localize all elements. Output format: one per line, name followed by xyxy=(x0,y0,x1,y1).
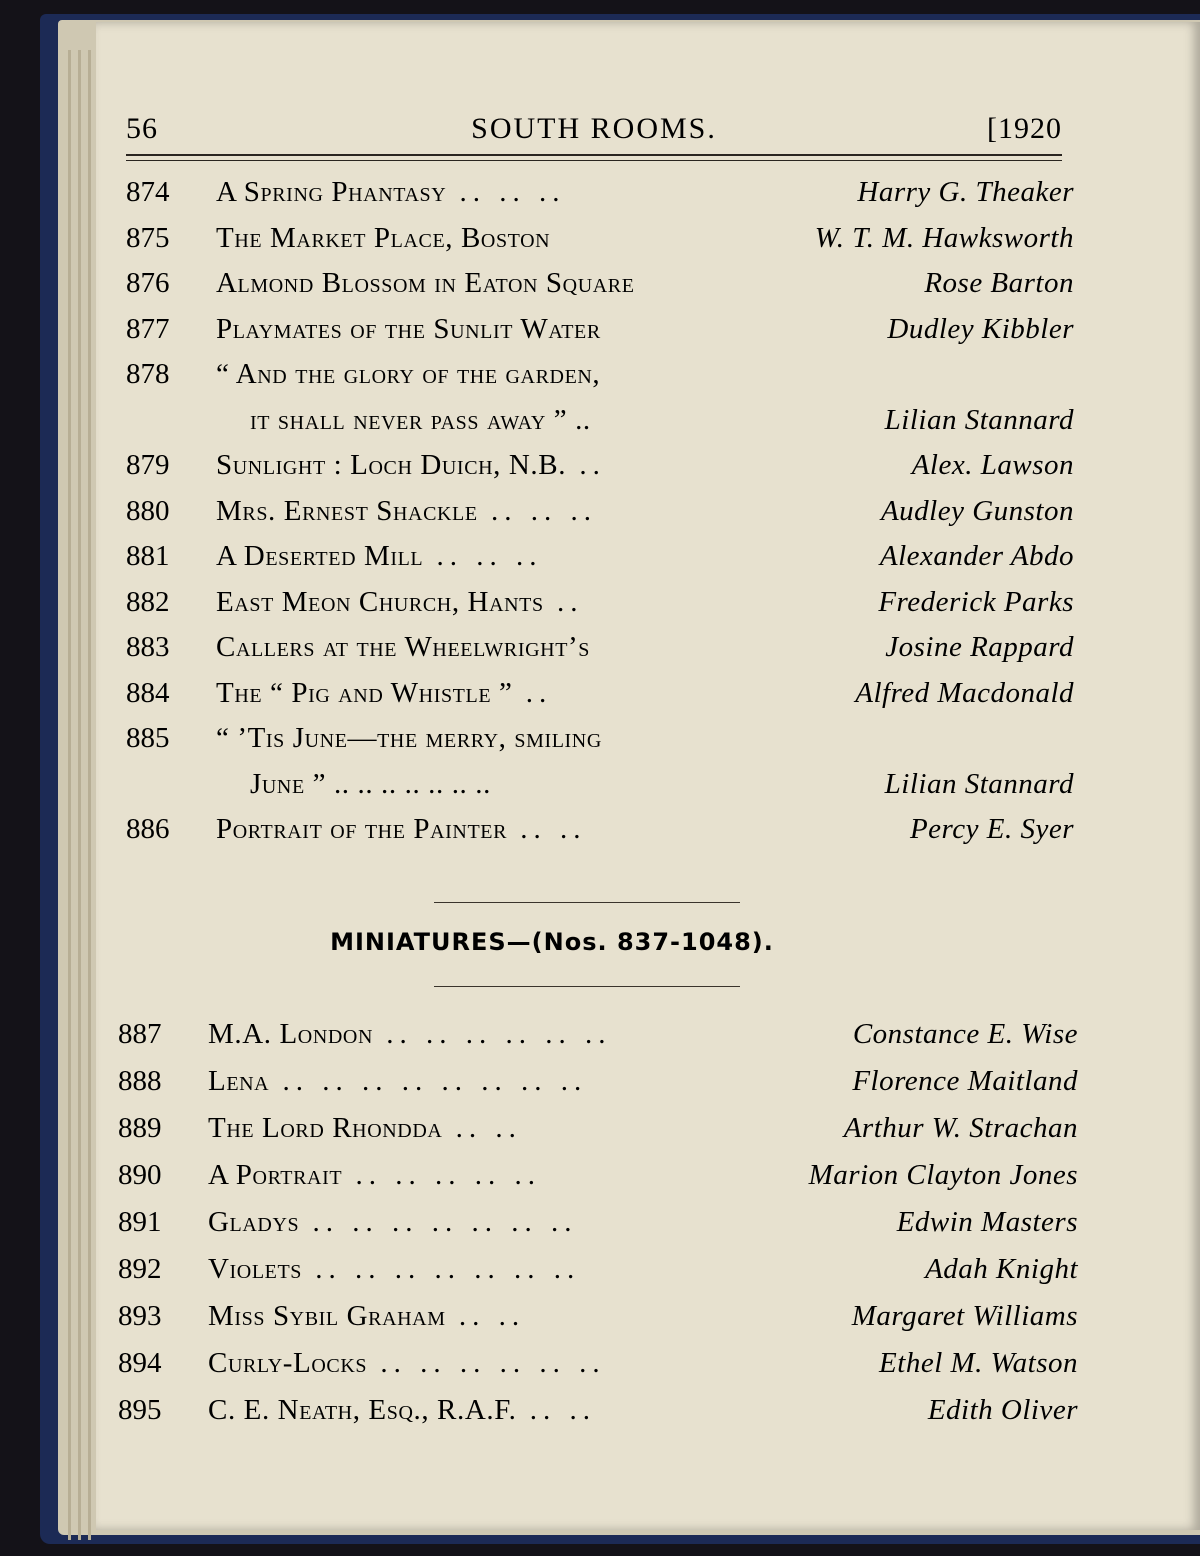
list-item xyxy=(118,1386,1078,1433)
entry-title-text: Gladys xyxy=(208,1206,300,1238)
catalogue-number: 885 xyxy=(126,722,170,754)
entry-title-text: Mrs. Ernest Shackle xyxy=(216,494,478,527)
entry-title xyxy=(208,1394,596,1427)
entry-title-text: Portrait of the Painter xyxy=(216,813,508,845)
entry-title-continued: June ” .. .. .. .. .. .. .. xyxy=(250,768,491,800)
section-rule xyxy=(434,986,740,987)
entry-title-text: Miss Sybil Graham xyxy=(208,1300,446,1332)
list-item xyxy=(126,714,1074,805)
entry-title xyxy=(216,677,552,710)
entry-title xyxy=(208,1018,612,1051)
list-item xyxy=(126,214,1074,260)
list-item xyxy=(126,350,1074,441)
entry-title-text: Curly-Locks xyxy=(208,1347,368,1379)
catalogue-number: 886 xyxy=(126,813,170,845)
list-item xyxy=(118,1104,1078,1151)
list-item xyxy=(118,1010,1078,1057)
catalogue-number: 877 xyxy=(126,312,170,345)
catalogue-number: 878 xyxy=(126,358,170,390)
artist-name: W. T. M. Hawksworth xyxy=(814,221,1074,254)
artist-name: Margaret Williams xyxy=(851,1300,1078,1332)
catalogue-number: 891 xyxy=(118,1206,162,1238)
entry-title-continued: it shall never pass away ” .. xyxy=(250,404,591,436)
artist-name: Alexander Abdo xyxy=(879,540,1074,572)
list-item xyxy=(118,1339,1078,1386)
entry-title xyxy=(216,449,606,482)
artist-name: Audley Gunston xyxy=(880,494,1074,527)
list-item xyxy=(126,487,1074,533)
entry-title-text: Playmates of the Sunlit Water xyxy=(216,312,601,345)
list-item xyxy=(126,259,1074,305)
entries-list xyxy=(126,168,1074,851)
list-item xyxy=(118,1245,1078,1292)
artist-name: Adah Knight xyxy=(925,1253,1078,1285)
artist-name: Rose Barton xyxy=(924,267,1074,299)
entry-title xyxy=(208,1347,606,1380)
list-item xyxy=(126,578,1074,624)
entry-title xyxy=(216,540,543,573)
artist-name: Edith Oliver xyxy=(927,1394,1078,1426)
entry-title xyxy=(216,495,597,528)
artist-name: Alex. Lawson xyxy=(911,449,1074,481)
artist-name: Marion Clayton Jones xyxy=(808,1159,1078,1191)
entry-title-text: A Deserted Mill xyxy=(216,540,424,572)
entry-title xyxy=(216,267,635,300)
catalogue-number: 881 xyxy=(126,540,170,572)
leader-dots: .. xyxy=(566,449,606,481)
leader-dots: .. .. .. .. .. .. .. xyxy=(299,1206,578,1238)
page-edge-line xyxy=(78,50,81,1540)
entry-title-text: Sunlight : Loch Duich, N.B. xyxy=(216,449,567,481)
list-item xyxy=(126,623,1074,669)
leader-dots: .. .. .. xyxy=(423,540,543,572)
miniatures-list xyxy=(118,1010,1078,1433)
entry-title-text: Almond Blossom in Eaton Square xyxy=(216,267,635,299)
artist-name: Josine Rappard xyxy=(885,631,1074,663)
entry-title-text: M.A. London xyxy=(208,1018,374,1050)
list-item xyxy=(126,441,1074,487)
catalogue-number: 876 xyxy=(126,267,170,299)
artist-name: Constance E. Wise xyxy=(852,1018,1078,1050)
list-item xyxy=(126,305,1074,351)
entry-title xyxy=(216,631,590,664)
catalogue-number: 893 xyxy=(118,1300,162,1332)
page-number: 56 xyxy=(126,112,158,145)
leader-dots: .. .. xyxy=(442,1112,522,1144)
list-item xyxy=(126,532,1074,578)
page-edge-line xyxy=(68,50,71,1540)
header-rule xyxy=(126,154,1062,156)
page-edge-line xyxy=(88,50,91,1540)
leader-dots: .. .. xyxy=(445,1300,526,1332)
entry-title xyxy=(208,1159,541,1192)
catalogue-number: 887 xyxy=(118,1018,162,1050)
entry-title xyxy=(216,222,550,255)
leader-dots: .. .. .. xyxy=(477,494,597,527)
leader-dots: .. .. .. xyxy=(446,176,566,208)
entry-title: “ ’Tis June—the merry, smiling xyxy=(216,722,602,754)
entry-title-text: East Meon Church, Hants xyxy=(216,585,544,618)
catalogue-number: 874 xyxy=(126,176,170,208)
leader-dots: .. xyxy=(512,676,553,709)
catalogue-number: 889 xyxy=(118,1112,162,1144)
leader-dots: .. .. .. .. .. .. .. .. xyxy=(269,1065,588,1097)
artist-name: Arthur W. Strachan xyxy=(843,1112,1078,1144)
artist-name: Florence Maitland xyxy=(852,1065,1078,1097)
entry-title xyxy=(216,813,587,846)
header-rule xyxy=(126,160,1062,161)
artist-name: Alfred Macdonald xyxy=(855,676,1074,709)
artist-name: Frederick Parks xyxy=(878,585,1074,618)
entry-title xyxy=(216,176,566,209)
catalogue-number: 890 xyxy=(118,1159,162,1191)
entry-title xyxy=(216,313,601,346)
entry-title-text: C. E. Neath, Esq., R.A.F. xyxy=(208,1394,517,1426)
entry-title-text: Violets xyxy=(208,1253,303,1285)
list-item xyxy=(126,805,1074,851)
catalogue-number: 879 xyxy=(126,449,170,481)
entry-title xyxy=(216,586,583,619)
list-item xyxy=(118,1151,1078,1198)
catalogue-number: 895 xyxy=(118,1394,162,1426)
entry-title xyxy=(208,1206,577,1239)
entry-title xyxy=(208,1253,580,1286)
catalogue-number: 888 xyxy=(118,1065,162,1097)
entry-title-text: A Spring Phantasy xyxy=(216,176,447,208)
entry-title-text: The Market Place, Boston xyxy=(216,221,551,254)
header-year: [1920 xyxy=(987,112,1062,145)
entry-title-text: Lena xyxy=(208,1065,270,1097)
section-heading: MINIATURES—(Nos. 837-1048). xyxy=(330,928,774,956)
entry-title-text: The “ Pig and Whistle ” xyxy=(216,676,513,709)
artist-name: Ethel M. Watson xyxy=(879,1347,1078,1379)
catalogue-number: 883 xyxy=(126,631,170,663)
leader-dots: .. .. .. .. .. xyxy=(342,1159,541,1191)
artist-name: Edwin Masters xyxy=(896,1206,1078,1238)
leader-dots: .. .. .. .. .. .. xyxy=(373,1018,612,1050)
entry-title-text: The Lord Rhondda xyxy=(208,1112,443,1144)
artist-name: Dudley Kibbler xyxy=(887,312,1074,345)
entry-title: “ And the glory of the garden, xyxy=(216,358,601,390)
artist-name: Lilian Stannard xyxy=(884,404,1074,436)
leader-dots: .. .. .. .. .. .. xyxy=(367,1347,606,1379)
entry-title-text: A Portrait xyxy=(208,1159,343,1191)
list-item xyxy=(118,1057,1078,1104)
leader-dots: .. xyxy=(543,585,584,618)
artist-name: Lilian Stannard xyxy=(884,768,1074,800)
leader-dots: .. .. xyxy=(507,813,587,845)
entry-title-text: Callers at the Wheelwright’s xyxy=(216,631,590,663)
leader-dots: .. .. xyxy=(516,1394,596,1426)
catalogue-number: 884 xyxy=(126,676,170,709)
leader-dots: .. .. .. .. .. .. .. xyxy=(302,1253,581,1285)
running-header xyxy=(126,94,1062,150)
page-title: SOUTH ROOMS. xyxy=(471,112,717,145)
entry-title xyxy=(208,1065,587,1098)
entry-title xyxy=(208,1112,522,1145)
entry-title xyxy=(208,1300,525,1333)
section-rule xyxy=(434,902,740,903)
artist-name: Percy E. Syer xyxy=(909,813,1074,845)
catalogue-number: 882 xyxy=(126,585,170,618)
artist-name: Harry G. Theaker xyxy=(857,176,1074,208)
catalogue-number: 892 xyxy=(118,1253,162,1285)
catalogue-number: 875 xyxy=(126,221,170,254)
list-item xyxy=(118,1198,1078,1245)
catalogue-number: 880 xyxy=(126,494,170,527)
list-item xyxy=(126,168,1074,214)
list-item xyxy=(118,1292,1078,1339)
list-item xyxy=(126,669,1074,715)
catalogue-number: 894 xyxy=(118,1347,162,1379)
